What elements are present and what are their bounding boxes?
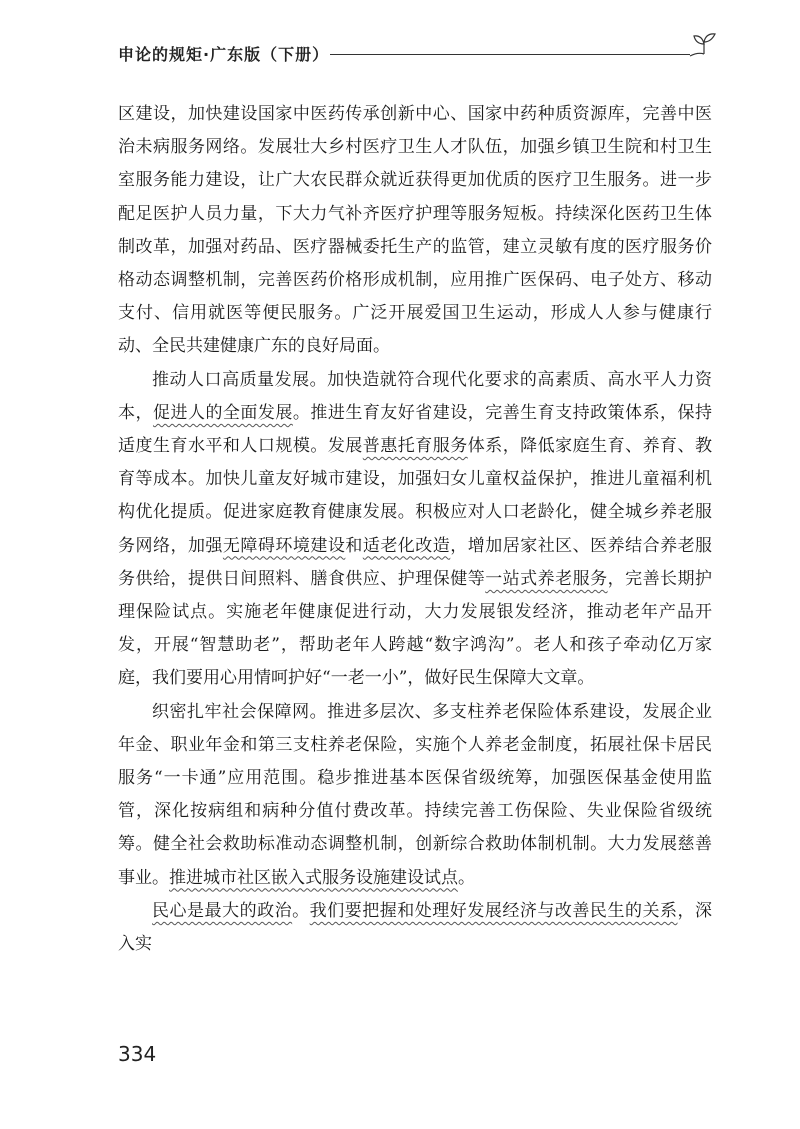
underlined-phrase: 推进城市社区嵌入式服务设施建设试点 bbox=[169, 867, 458, 888]
underlined-phrase: 促进人的全面发展 bbox=[152, 402, 293, 423]
underlined-phrase: 我们要把握和处理好发展经济与改善民生的关系 bbox=[309, 900, 678, 921]
page-number: 334 bbox=[118, 1042, 157, 1066]
underlined-phrase: 民心是最大的政治 bbox=[152, 900, 293, 921]
header-rule bbox=[330, 54, 690, 55]
paragraph: 区建设，加快建设国家中医药传承创新中心、国家中药种质资源库，完善中医治未病服务网络。发展壮大乡村医疗卫生人才队伍，加强乡镇卫生院和村卫生室服务能力建设，让广大农民群众就近获得更加优质的医疗卫生服务。进一步配足医护人员力量，下大力气补齐医疗护理等服务短板。持续深化医药卫生体制改革，加强对药品、医疗器械委托生产的监管，建立灵敏有度的医疗服务价格动态调整机制，完善医药价格形成机制，应用推广医保码、电子处方、移动支付、信用就医等便民服务。广泛开展爱国卫生运动，形成人人参与健康行动、全民共建健康广东的良好局面。 bbox=[118, 104, 712, 357]
paragraph: 推动人口高质量发展。加快造就符合现代化要求的高素质、高水平人力资本，促进人的全面发展。推进生育友好省建设，完善生育支持政策体系，保持适度生育水平和人口规模。发展普惠托育服务体系，降低家庭生育、养育、教育等成本。加快儿童友好城市建设，加强妇女儿童权益保护，推进儿童福利机构优化提质。促进家庭教育健康发展。积极应对人口老龄化，健全城乡养老服务网络，加强无障碍环境建设和适老化改造，增加居家社区、医养结合养老服务供给，提供日间照料、膳食供应、护理保健等一站式养老服务，完善长期护理保险试点。实施老年健康促进行动，大力发展银发经济，推动老年产品开发，开展“智慧助老”，帮助老年人跨越“数字鸿沟”。老人和孩子牵动亿万家庭，我们要用心用情呵护好“一老一小”，做好民生保障大文章。 bbox=[118, 369, 713, 689]
sprout-icon bbox=[684, 30, 724, 64]
paragraph: 织密扎牢社会保障网。推进多层次、多支柱养老保险体系建设，发展企业年金、职业年金和第三支柱养老保险，实施个人养老金制度，拓展社保卡居民服务“一卡通”应用范围。稳步推进基本医保省级统筹，加强医保基金使用监管，深化按病组和病种分值付费改革。持续完善工伤保险、失业保险省级统筹。健全社会救助标准动态调整机制，创新综合救助体制机制。大力发展慈善事业。推进城市社区嵌入式服务设施建设试点。 bbox=[118, 701, 712, 888]
body-text bbox=[118, 98, 712, 961]
underlined-phrase: 适老化改造 bbox=[362, 535, 451, 556]
book-title: 申论的规矩·广东版（下册） bbox=[118, 45, 330, 64]
underlined-phrase: 无障碍环境建设 bbox=[222, 535, 346, 556]
running-header bbox=[118, 38, 718, 68]
underlined-phrase: 一站式养老服务 bbox=[485, 568, 608, 589]
underlined-phrase: 普惠托育服务 bbox=[362, 436, 468, 457]
paragraph: 民心是最大的政治。我们要把握和处理好发展经济与改善民生的关系，深入实 bbox=[118, 900, 713, 955]
